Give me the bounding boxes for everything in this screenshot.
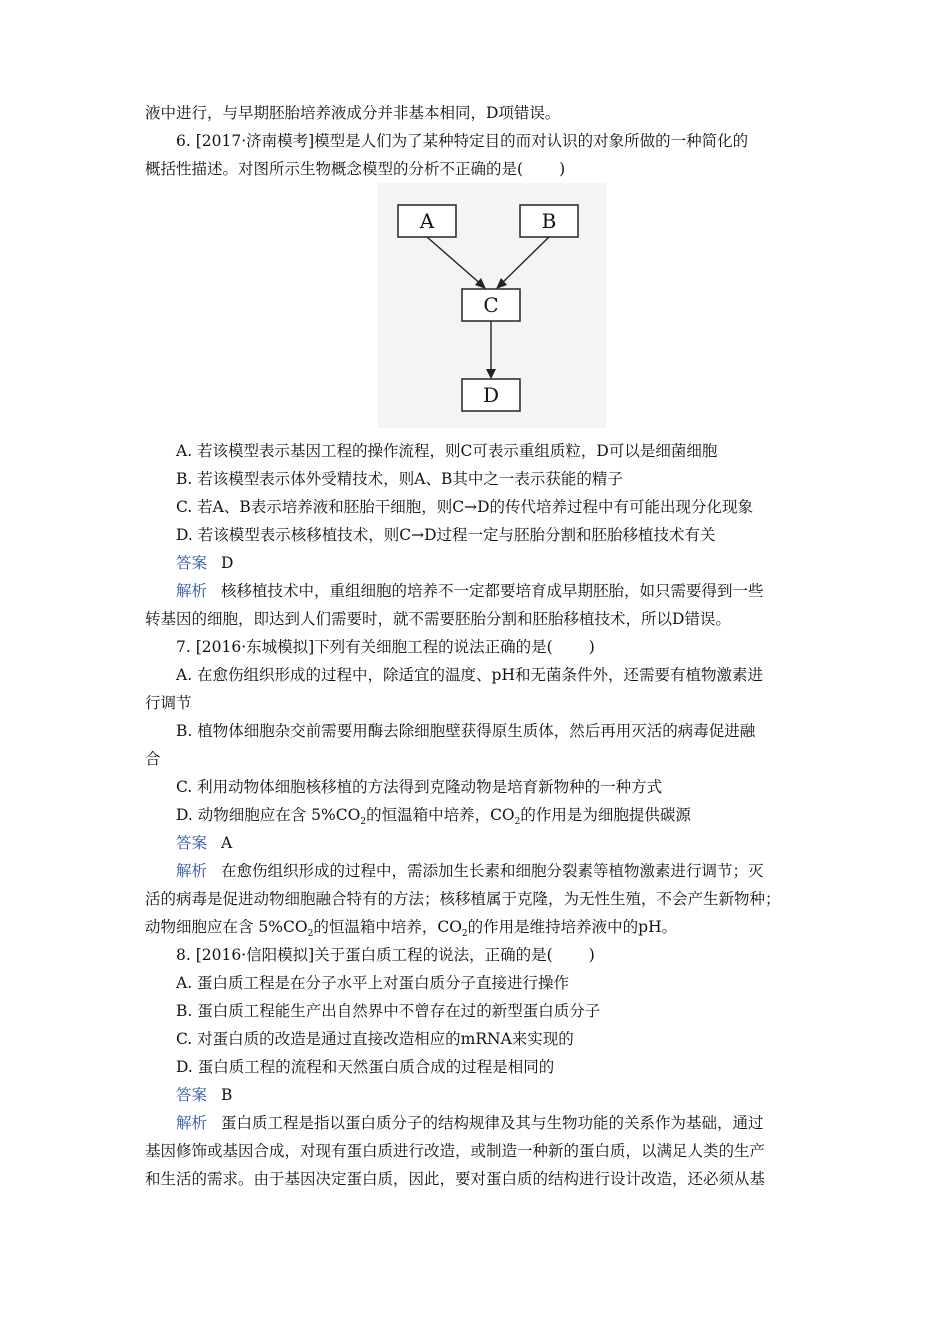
node-a-label: A	[419, 209, 435, 233]
analysis-label: 解析	[176, 582, 208, 600]
q7-option-b-line1: B. 植物体细胞杂交前需要用酶去除细胞壁获得原生质体，然后再用灭活的病毒促进融	[176, 722, 756, 740]
answer-label: 答案	[176, 554, 208, 572]
analysis-label: 解析	[176, 862, 208, 880]
q6-answer	[176, 553, 810, 573]
q8-option-c: C. 对蛋白质的改造是通过直接改造相应的mRNA来实现的	[176, 1030, 574, 1048]
answer-label: 答案	[176, 834, 208, 852]
subscript-2: 2	[461, 929, 468, 939]
q6-stem-text: 概括性描述。对图所示生物概念模型的分析不正确的是(	[145, 160, 524, 178]
node-c-label: C	[483, 293, 499, 317]
q6-option-c: C. 若A、B表示培养液和胚胎干细胞，则C→D的传代培养过程中有可能出现分化现象	[176, 498, 754, 516]
q7-stem-text: 7. [2016·东城模拟]下列有关细胞工程的说法正确的是(	[176, 638, 553, 656]
q8-analysis-text1: 蛋白质工程是指以蛋白质分子的结构规律及其与生物功能的关系作为基础，通过	[221, 1114, 764, 1132]
q7-analysis-text1: 在愈伤组织形成的过程中，需添加生长素和细胞分裂素等植物激素进行调节；灭	[221, 862, 764, 880]
answer-label: 答案	[176, 1086, 208, 1104]
q7-analysis-l3-part1: 动物细胞应在含 5%CO	[145, 918, 308, 936]
q8-analysis-line1	[176, 1113, 810, 1133]
q7-option-a-line1: A. 在愈伤组织形成的过程中，除适宜的温度、pH和无菌条件外，还需要有植物激素进	[176, 666, 763, 684]
subscript-2: 2	[360, 817, 367, 827]
subscript-2: 2	[307, 929, 314, 939]
q8-answer	[176, 1085, 810, 1105]
q7-stem-close: )	[588, 638, 595, 656]
q8-option-d: D. 蛋白质工程的流程和天然蛋白质合成的过程是相同的	[176, 1058, 555, 1076]
subscript-2: 2	[514, 817, 521, 827]
q7-answer	[176, 833, 810, 853]
q6-option-d: D. 若该模型表示核移植技术，则C→D过程一定与胚胎分割和胚胎移植技术有关	[176, 526, 716, 544]
q7-analysis-l3-part2: 的恒温箱中培养，CO	[313, 918, 462, 936]
q7-option-a-line2: 行调节	[145, 694, 192, 712]
q7-option-d-part3: 的作用是为细胞提供碳源	[520, 806, 691, 824]
q8-stem-close: )	[588, 946, 595, 964]
q6-option-a: A. 若该模型表示基因工程的操作流程，则C可表示重组质粒，D可以是细菌细胞	[176, 442, 718, 460]
q7-analysis-line1	[176, 861, 810, 881]
q6-analysis-line1	[176, 581, 810, 601]
q6-analysis-text1: 核移植技术中，重组细胞的培养不一定都要培育成早期胚胎，如只需要得到一些	[221, 582, 764, 600]
concept-model-diagram	[378, 183, 606, 428]
analysis-label: 解析	[176, 1114, 208, 1132]
q8-option-b: B. 蛋白质工程能生产出自然界中不曾存在过的新型蛋白质分子	[176, 1002, 601, 1020]
answer-value: D	[221, 554, 234, 572]
q7-stem	[176, 637, 810, 657]
q7-analysis-line2: 活的病毒是促进动物细胞融合特有的方法；核移植属于克隆，为无性生殖，不会产生新物种；	[145, 890, 781, 908]
q7-option-d-part1: D. 动物细胞应在含 5%CO	[176, 806, 361, 824]
q8-analysis-line2: 基因修饰或基因合成，对现有蛋白质进行改造，或制造一种新的蛋白质，以满足人类的生产	[145, 1142, 766, 1160]
q8-analysis-line3: 和生活的需求。由于基因决定蛋白质，因此，要对蛋白质的结构进行设计改造，还必须从基	[145, 1170, 766, 1188]
q7-option-b-line2: 合	[145, 750, 161, 768]
q6-option-b: B. 若该模型表示体外受精技术，则A、B其中之一表示获能的精子	[176, 470, 623, 488]
node-b-label: B	[541, 209, 557, 233]
q8-stem-text: 8. [2016·信阳模拟]关于蛋白质工程的说法，正确的是(	[176, 946, 553, 964]
q8-stem	[176, 945, 810, 965]
continuation-line: 液中进行，与早期胚胎培养液成分并非基本相同，D项错误。	[145, 104, 561, 122]
q6-stem-line1: 6. [2017·济南模考]模型是人们为了某种特定目的而对认识的对象所做的一种简化的	[176, 132, 749, 150]
q7-analysis-l3-part3: 的作用是维持培养液中的pH。	[467, 918, 678, 936]
answer-value: A	[221, 834, 233, 852]
q6-stem-line2	[145, 159, 810, 179]
q7-option-c: C. 利用动物体细胞核移植的方法得到克隆动物是培育新物种的一种方式	[176, 778, 663, 796]
q7-analysis-line3	[145, 917, 810, 937]
q6-stem-close: )	[559, 160, 566, 178]
node-d-label: D	[482, 383, 500, 407]
q7-option-d-part2: 的恒温箱中培养，CO	[366, 806, 515, 824]
q6-analysis-line2: 转基因的细胞，即达到人们需要时，就不需要胚胎分割和胚胎移植技术，所以D错误。	[145, 610, 731, 628]
answer-value: B	[221, 1086, 233, 1104]
q7-option-d	[176, 805, 810, 825]
q8-option-a: A. 蛋白质工程是在分子水平上对蛋白质分子直接进行操作	[176, 974, 570, 992]
